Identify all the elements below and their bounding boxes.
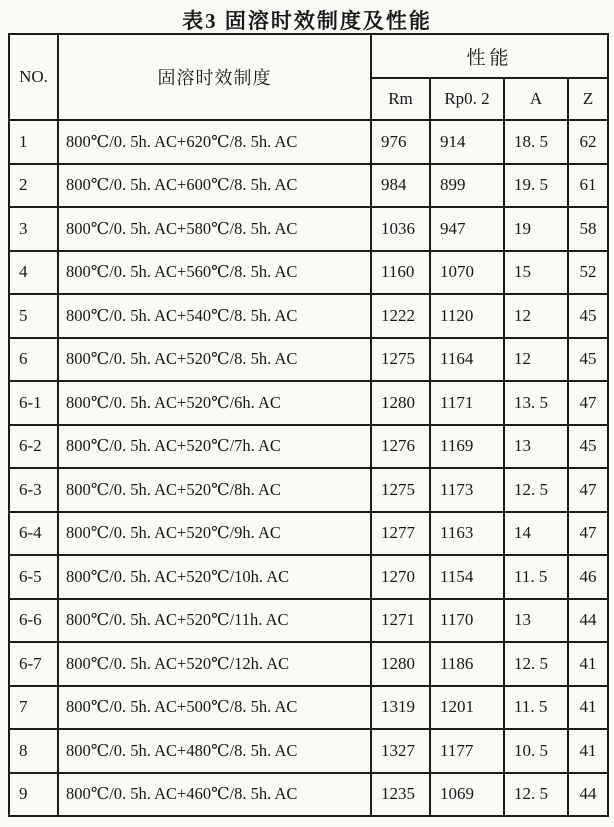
cell-regime: 800℃/0. 5h. AC+520℃/12h. AC [58, 642, 371, 686]
cell-rm: 1036 [371, 207, 430, 251]
cell-rp02: 1069 [430, 773, 504, 817]
cell-rp02: 1173 [430, 468, 504, 512]
table-title: 表3 固溶时效制度及性能 [182, 9, 432, 33]
cell-z: 62 [568, 120, 608, 164]
cell-no: 5 [9, 294, 58, 338]
cell-a: 19 [504, 207, 568, 251]
cell-z: 41 [568, 686, 608, 730]
column-header-rm: Rm [371, 78, 430, 120]
cell-regime: 800℃/0. 5h. AC+520℃/7h. AC [58, 425, 371, 469]
cell-regime: 800℃/0. 5h. AC+520℃/11h. AC [58, 599, 371, 643]
cell-rp02: 1170 [430, 599, 504, 643]
cell-z: 52 [568, 251, 608, 295]
column-header-a: A [504, 78, 568, 120]
cell-z: 61 [568, 164, 608, 208]
cell-rp02: 1070 [430, 251, 504, 295]
cell-rm: 1276 [371, 425, 430, 469]
cell-no: 6 [9, 338, 58, 382]
cell-a: 12. 5 [504, 468, 568, 512]
solution-aging-properties-table [8, 33, 609, 817]
cell-no: 6-3 [9, 468, 58, 512]
cell-a: 13. 5 [504, 381, 568, 425]
cell-a: 18. 5 [504, 120, 568, 164]
cell-regime: 800℃/0. 5h. AC+520℃/8. 5h. AC [58, 338, 371, 382]
cell-rp02: 1201 [430, 686, 504, 730]
cell-z: 41 [568, 729, 608, 773]
cell-a: 14 [504, 512, 568, 556]
cell-rp02: 1154 [430, 555, 504, 599]
cell-rp02: 1163 [430, 512, 504, 556]
cell-rp02: 1177 [430, 729, 504, 773]
cell-rm: 1280 [371, 642, 430, 686]
table-row [9, 164, 608, 208]
cell-a: 12. 5 [504, 773, 568, 817]
table-row [9, 381, 608, 425]
table-row [9, 686, 608, 730]
table-row [9, 468, 608, 512]
cell-a: 12 [504, 294, 568, 338]
cell-a: 12. 5 [504, 642, 568, 686]
cell-a: 13 [504, 599, 568, 643]
cell-rm: 1270 [371, 555, 430, 599]
column-header-regime: 固溶时效制度 [58, 34, 371, 120]
cell-no: 1 [9, 120, 58, 164]
cell-rm: 1235 [371, 773, 430, 817]
cell-no: 8 [9, 729, 58, 773]
cell-z: 44 [568, 599, 608, 643]
cell-regime: 800℃/0. 5h. AC+620℃/8. 5h. AC [58, 120, 371, 164]
cell-z: 44 [568, 773, 608, 817]
cell-rm: 1271 [371, 599, 430, 643]
cell-rm: 1327 [371, 729, 430, 773]
cell-rp02: 947 [430, 207, 504, 251]
cell-rp02: 1120 [430, 294, 504, 338]
table-row [9, 251, 608, 295]
cell-rp02: 1169 [430, 425, 504, 469]
cell-rm: 984 [371, 164, 430, 208]
cell-rp02: 1171 [430, 381, 504, 425]
cell-no: 6-4 [9, 512, 58, 556]
cell-rm: 1280 [371, 381, 430, 425]
cell-no: 9 [9, 773, 58, 817]
cell-z: 46 [568, 555, 608, 599]
cell-no: 3 [9, 207, 58, 251]
cell-no: 6-2 [9, 425, 58, 469]
cell-a: 13 [504, 425, 568, 469]
cell-z: 41 [568, 642, 608, 686]
cell-rp02: 1186 [430, 642, 504, 686]
cell-a: 10. 5 [504, 729, 568, 773]
column-header-no: NO. [9, 34, 58, 120]
cell-rm: 1319 [371, 686, 430, 730]
cell-rp02: 1164 [430, 338, 504, 382]
cell-z: 47 [568, 468, 608, 512]
cell-rm: 1275 [371, 468, 430, 512]
table-body [9, 120, 608, 816]
cell-rm: 1277 [371, 512, 430, 556]
cell-a: 11. 5 [504, 555, 568, 599]
cell-rm: 1222 [371, 294, 430, 338]
cell-no: 2 [9, 164, 58, 208]
table-row [9, 207, 608, 251]
cell-rm: 1160 [371, 251, 430, 295]
cell-z: 45 [568, 338, 608, 382]
cell-z: 45 [568, 294, 608, 338]
cell-rp02: 914 [430, 120, 504, 164]
cell-z: 47 [568, 512, 608, 556]
table-row [9, 338, 608, 382]
cell-a: 12 [504, 338, 568, 382]
table-row [9, 512, 608, 556]
cell-regime: 800℃/0. 5h. AC+520℃/8h. AC [58, 468, 371, 512]
cell-a: 11. 5 [504, 686, 568, 730]
header-row-1 [9, 34, 608, 78]
cell-no: 6-1 [9, 381, 58, 425]
cell-rp02: 899 [430, 164, 504, 208]
cell-z: 47 [568, 381, 608, 425]
table-row [9, 729, 608, 773]
cell-no: 7 [9, 686, 58, 730]
cell-regime: 800℃/0. 5h. AC+520℃/10h. AC [58, 555, 371, 599]
table-header [9, 34, 608, 120]
table-row [9, 120, 608, 164]
table-row [9, 642, 608, 686]
cell-rm: 1275 [371, 338, 430, 382]
cell-a: 15 [504, 251, 568, 295]
table-row [9, 425, 608, 469]
cell-regime: 800℃/0. 5h. AC+480℃/8. 5h. AC [58, 729, 371, 773]
cell-no: 4 [9, 251, 58, 295]
table-row [9, 555, 608, 599]
column-header-z: Z [568, 78, 608, 120]
cell-no: 6-6 [9, 599, 58, 643]
cell-regime: 800℃/0. 5h. AC+520℃/6h. AC [58, 381, 371, 425]
cell-regime: 800℃/0. 5h. AC+560℃/8. 5h. AC [58, 251, 371, 295]
cell-z: 45 [568, 425, 608, 469]
cell-rm: 976 [371, 120, 430, 164]
cell-no: 6-7 [9, 642, 58, 686]
cell-regime: 800℃/0. 5h. AC+520℃/9h. AC [58, 512, 371, 556]
cell-regime: 800℃/0. 5h. AC+540℃/8. 5h. AC [58, 294, 371, 338]
cell-a: 19. 5 [504, 164, 568, 208]
cell-no: 6-5 [9, 555, 58, 599]
cell-regime: 800℃/0. 5h. AC+600℃/8. 5h. AC [58, 164, 371, 208]
table-row [9, 773, 608, 817]
table-row [9, 294, 608, 338]
cell-regime: 800℃/0. 5h. AC+580℃/8. 5h. AC [58, 207, 371, 251]
cell-z: 58 [568, 207, 608, 251]
column-header-rp02: Rp0. 2 [430, 78, 504, 120]
column-header-performance: 性能 [371, 34, 608, 78]
table-row [9, 599, 608, 643]
cell-regime: 800℃/0. 5h. AC+500℃/8. 5h. AC [58, 686, 371, 730]
cell-regime: 800℃/0. 5h. AC+460℃/8. 5h. AC [58, 773, 371, 817]
